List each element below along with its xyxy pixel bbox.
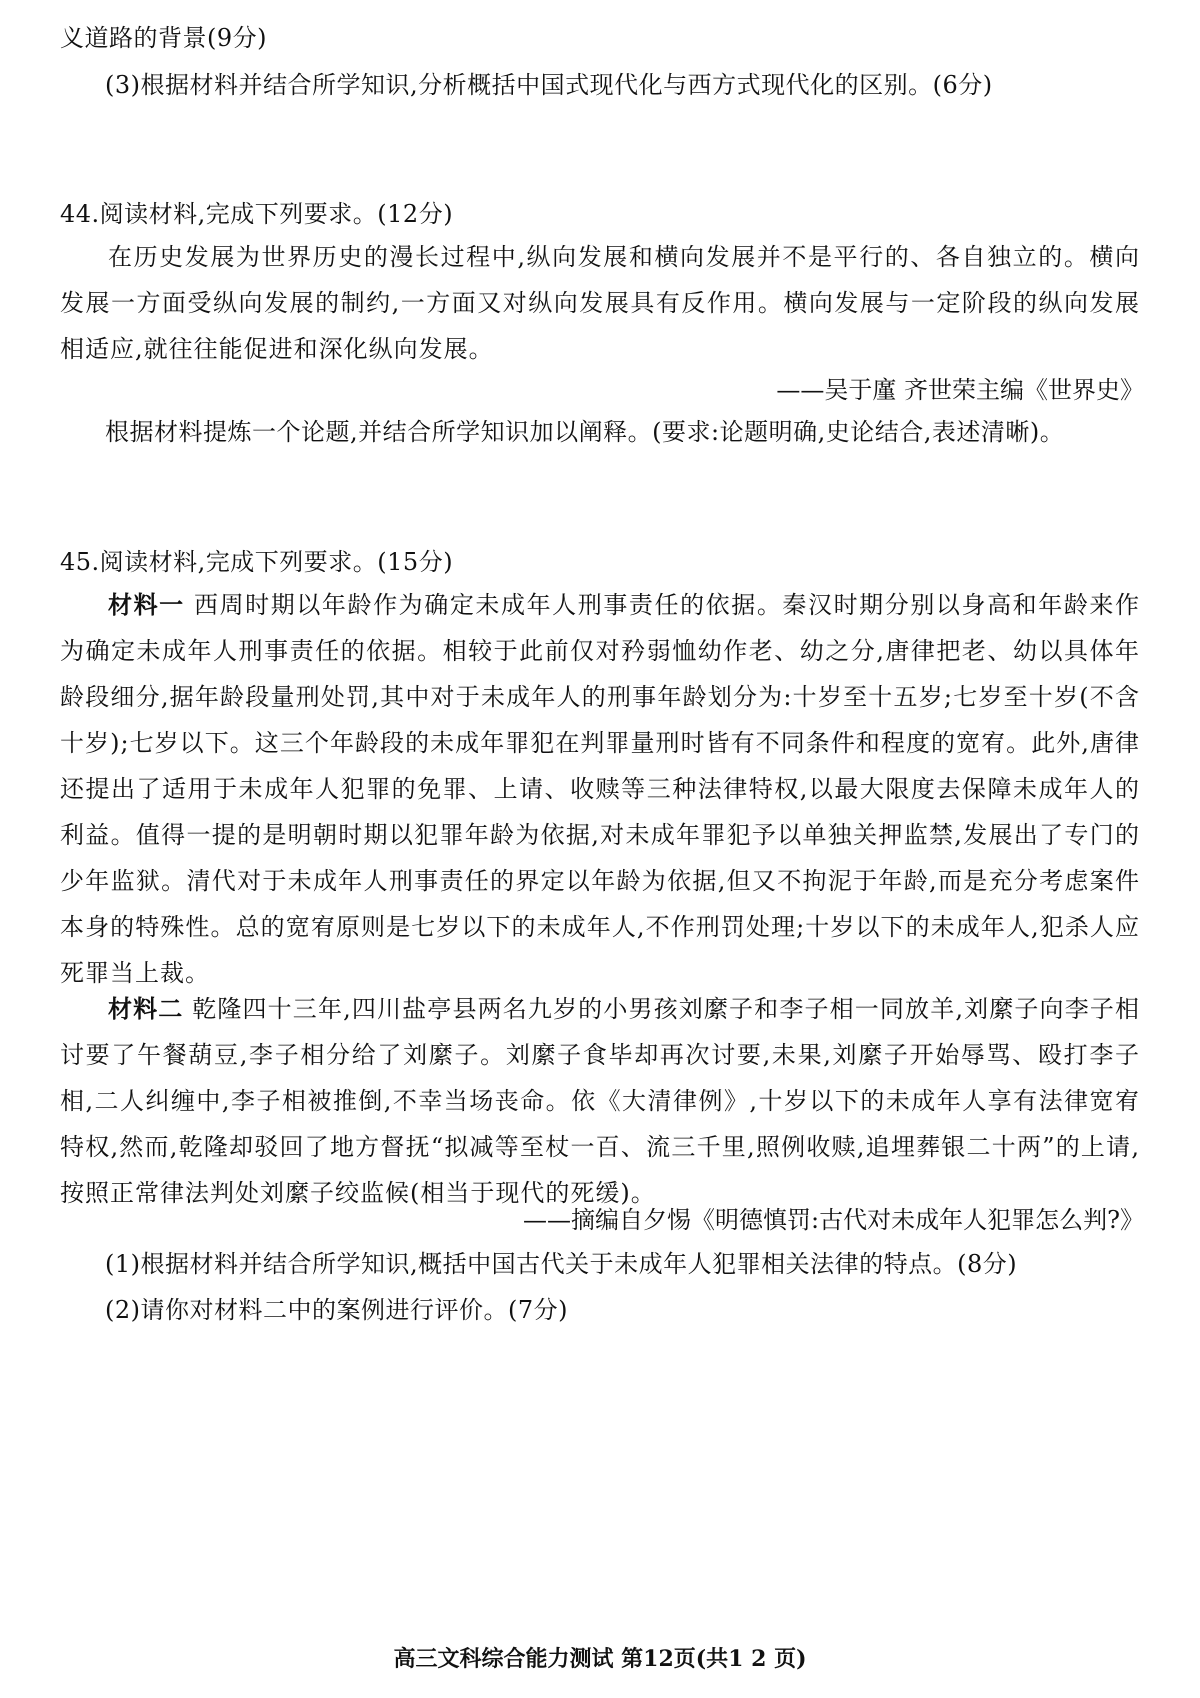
q44-material: 在历史发展为世界历史的漫长过程中,纵向发展和横向发展并不是平行的、各自独立的。横向发展一方面受纵向发展的制约,一方面又对纵向发展具有反作用。横向发展与一定阶段的纵向发展相适应,就往往能促进和深化纵向发展。 [60, 243, 1140, 363]
q44-task: 根据材料提炼一个论题,并结合所学知识加以阐释。(要求:论题明确,史论结合,表述清晰)。 [105, 418, 1065, 446]
q45-material-1-label: 材料一 [108, 590, 185, 619]
q45-source: ——摘编自夕惕《明德慎罚:古代对未成年人犯罪怎么判?》 [523, 1206, 1144, 1234]
q43-tail-line: 义道路的背景(9分) [60, 24, 267, 52]
q45-material-1-text: 西周时期以年龄作为确定未成年人刑事责任的依据。秦汉时期分别以身高和年龄来作为确定未成年人刑事责任的依据。相较于此前仅对矜弱恤幼作老、幼之分,唐律把老、幼以具体年龄段细分,据年龄段量刑处罚,其中对于未成年人的刑事年龄划分为:十岁至十五岁;七岁至十岁(不含十岁);七岁以下。这三个年龄段的未成年罪犯在判罪量刑时皆有不同条件和程度的宽宥。此外,唐律还提出了适用于未成年人犯罪的免罪、上请、收赎等三种法律特权,以最大限度去保障未成年人的利益。值得一提的是明朝时期以犯罪年龄为依据,对未成年罪犯予以单独关押监禁,发展出了专门的少年监狱。清代对于未成年人刑事责任的界定以年龄为依据,但又不拘泥于年龄,而是充分考虑案件本身的特殊性。总的宽宥原则是七岁以下的未成年人,不作刑罚处理;十岁以下的未成年人,犯杀人应死罪当上裁。 [60, 591, 1141, 987]
q45-material-2-text: 乾隆四十三年,四川盐亭县两名九岁的小男孩刘縻子和李子相一同放羊,刘縻子向李子相讨要了午餐葫豆,李子相分给了刘縻子。刘縻子食毕却再次讨要,未果,刘縻子开始辱骂、殴打李子相,二人纠缠中,李子相被推倒,不幸当场丧命。依《大清律例》,十岁以下的未成年人享有法律宽宥特权,然而,乾隆却驳回了地方督抚“拟减等至杖一百、流三千里,照例收赎,追埋葬银二十两”的上请,按照正常律法判处刘縻子绞监候(相当于现代的死缓)。 [60, 995, 1140, 1207]
page-footer: 高三文科综合能力测试 第12页(共1 2 页) [393, 1646, 807, 1672]
q45-heading: 45.阅读材料,完成下列要求。(15分) [60, 548, 454, 576]
q45-material-2-label: 材料二 [108, 994, 184, 1023]
q45-part2: (2)请你对材料二中的案例进行评价。(7分) [105, 1296, 568, 1324]
q43-part3: (3)根据材料并结合所学知识,分析概括中国式现代化与西方式现代化的区别。(6分) [105, 71, 993, 99]
q44-source: ——吴于廑 齐世荣主编《世界史》 [776, 376, 1144, 404]
q45-material-2 [60, 986, 1140, 1216]
q45-part1: (1)根据材料并结合所学知识,概括中国古代关于未成年人犯罪相关法律的特点。(8分) [105, 1250, 1018, 1278]
q44-heading: 44.阅读材料,完成下列要求。(12分) [60, 200, 454, 228]
q45-material-1 [60, 582, 1140, 996]
